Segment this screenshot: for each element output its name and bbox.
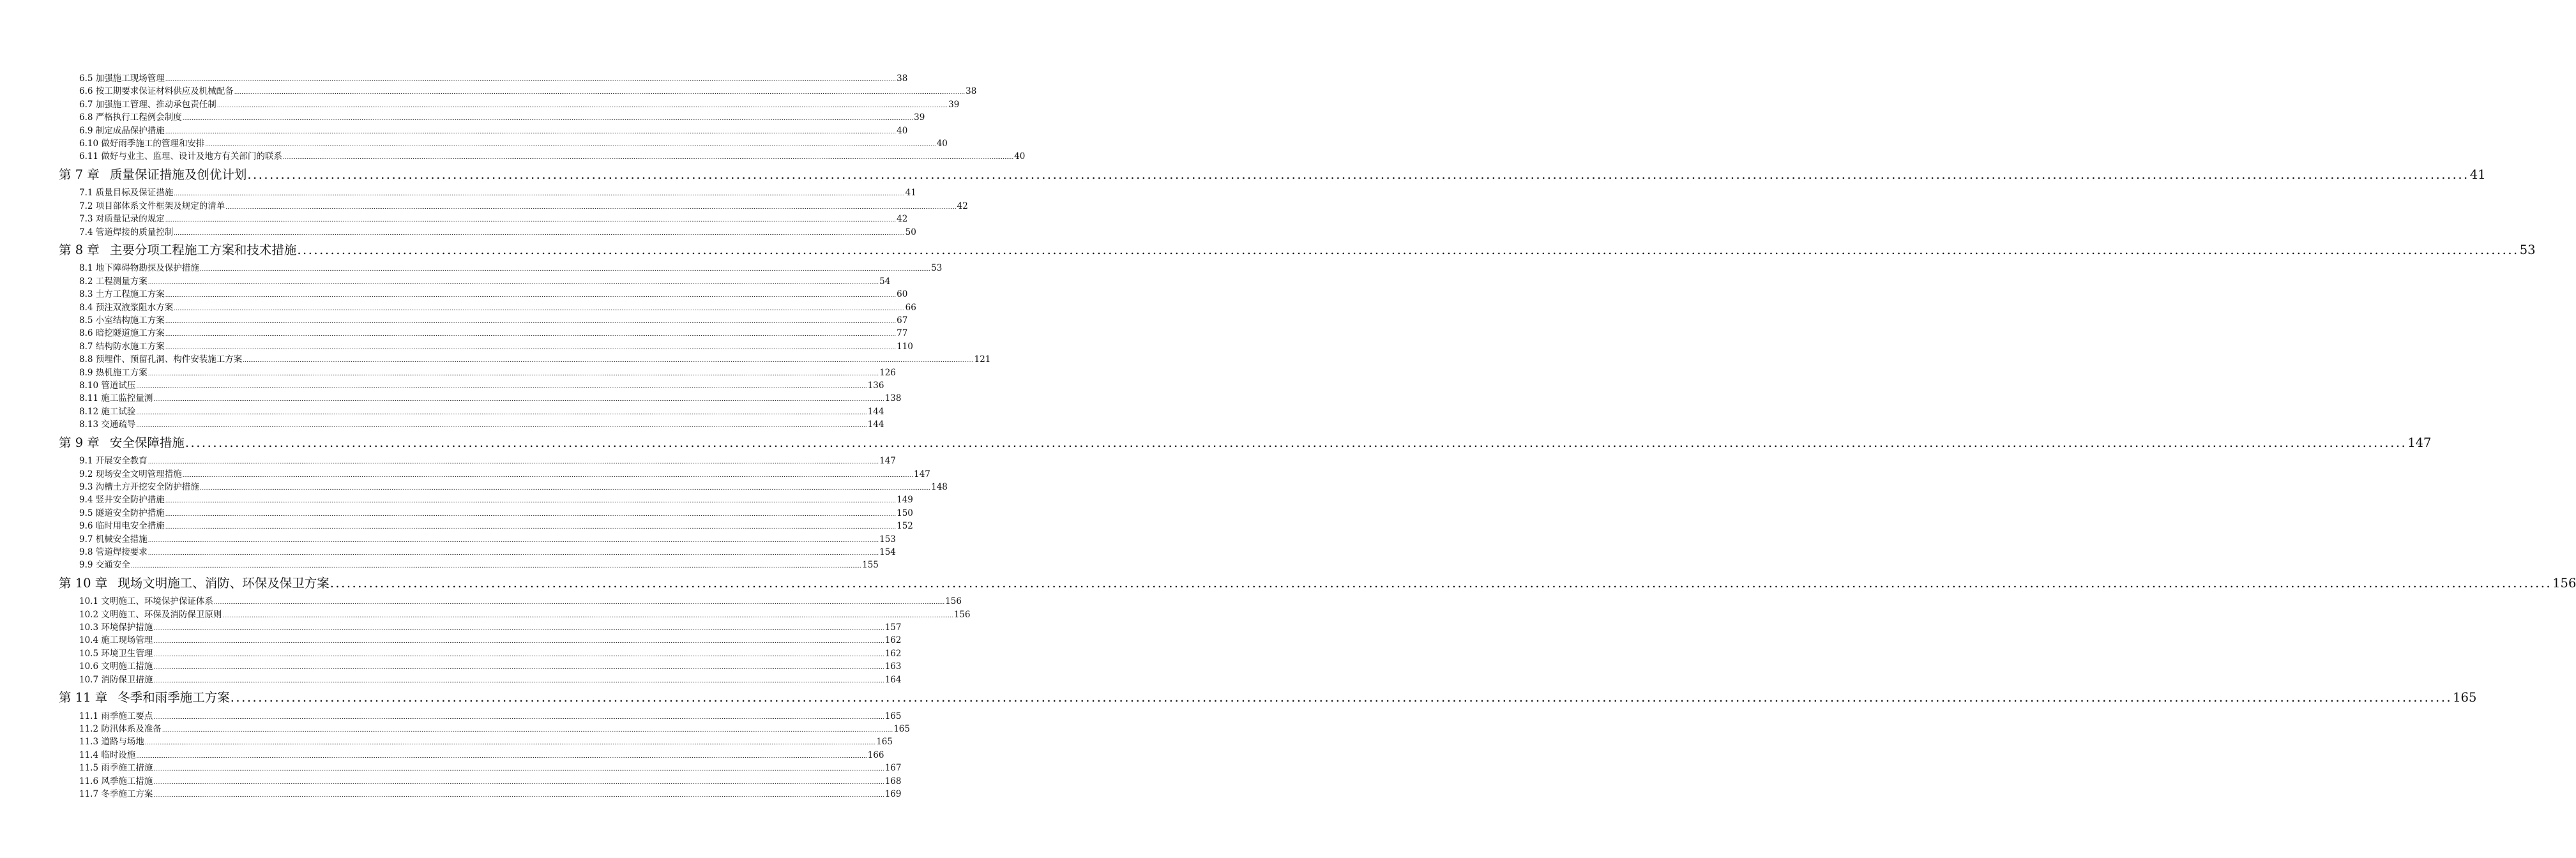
page-number: 38 [897,73,908,84]
dot-leader: ................................................................................................................................................................................................................................................................................................................................................................................................................ [165,128,897,135]
entry-title: 10.3 环境保护措施 [79,622,153,633]
entry-title: 8.13 交通疏导 [79,419,136,430]
entry-title: 8.4 预注双液浆阻水方案 [79,302,174,313]
entry-title: 6.5 加强施工现场管理 [79,73,165,84]
entry-title: 6.7 加强施工管理、推动承包责任制 [79,99,216,110]
page-number: 41 [2469,167,2486,182]
entry-title: 11.1 雨季施工要点 [79,711,153,721]
page-number: 164 [884,674,902,685]
entry-title: 9.4 竖井安全防护措施 [79,495,165,506]
entry-title: 8.8 预埋件、预留孔洞、构件安装施工方案 [79,354,243,365]
toc-section-entry[interactable] [59,150,1026,163]
page-number: 163 [884,661,902,672]
toc-section-entry[interactable] [59,520,913,532]
page-number: 54 [879,276,891,287]
entry-title: 6.9 制定成品保护措施 [79,125,165,136]
dot-leader: ................................................................................................................................................................................................................................................................................................................................................................................................................ [165,217,897,224]
entry-title: 9.8 管道焊接要求 [79,546,148,557]
page-number: 149 [897,495,913,506]
entry-title: 9.3 沟槽土方开挖安全防护措施 [79,481,199,492]
page-number: 144 [867,419,884,430]
page-number: 144 [867,406,884,417]
toc-section-entry[interactable] [59,226,916,239]
dot-leader: ................................................................................................................................................................................................................................................................................................................................................................................................................ [165,524,897,531]
entry-title: 主要分项工程施工方案和技术措施 [109,242,297,257]
page-number: 67 [897,315,908,326]
dot-leader: ................................................................................................................................................................................................................................................................................................................................................................................................................ [199,266,931,273]
dot-leader: ................................................................................................................................................................................................................................................................................................................................................................................................................ [136,753,867,760]
toc-section-entry[interactable] [59,533,896,546]
dot-leader: ................................................................................................................................................................................................................................................................................................................................................................................................................ [148,370,879,377]
toc-section-entry[interactable] [59,275,891,288]
entry-title: 安全保障措施 [109,435,185,450]
entry-title: 质量保证措施及创优计划 [109,167,247,182]
entry-title: 8.6 暗挖隧道施工方案 [79,328,165,339]
entry-title: 冬季和雨季施工方案 [117,690,230,705]
page-number: 168 [884,776,902,786]
dot-leader: ................................................................................................................................................................................................................................................................................................................................................................................................................ [136,423,867,430]
page-number: 165 [876,737,893,748]
dot-leader: ................................................................................................................................................................................................................................................................................................................................................................................................................ [153,638,884,645]
dot-leader: ................................................................................................................................................................................................................................................................................................................................................................................................................ [174,191,905,198]
dot-leader: ................................................................................................................................................................................................................................................................................................................................................................................................................ [165,331,897,338]
page-number: 42 [897,214,908,225]
entry-title: 8.5 小室结构施工方案 [79,315,165,326]
toc-section-entry[interactable] [59,137,948,150]
page-number: 136 [867,380,884,391]
dot-leader: ................................................................................................................................................................................................................................................................................................................................................................................................................ [130,563,862,570]
dot-leader: ................................................................................................................................................................................................................................................................................................................................................................................................................ [330,575,2552,591]
dot-leader: ................................................................................................................................................................................................................................................................................................................................................................................................................ [213,599,945,606]
toc-section-entry[interactable] [59,405,884,418]
entry-title: 6.8 严格执行工程例会制度 [79,112,182,123]
toc-section-entry[interactable] [59,200,968,213]
page-number: 156 [2552,575,2576,591]
toc-section-entry[interactable] [59,788,902,801]
dot-leader: ................................................................................................................................................................................................................................................................................................................................................................................................................ [148,459,879,466]
toc-section-entry[interactable] [59,660,902,673]
dot-leader: ................................................................................................................................................................................................................................................................................................................................................................................................................ [282,154,1014,162]
toc-section-entry[interactable] [59,262,943,275]
page-number: 121 [974,354,991,365]
page-number: 38 [966,86,977,97]
entry-title: 8.2 工程测量方案 [79,276,148,287]
page-number: 155 [862,560,879,571]
page-number: 153 [879,534,896,545]
page-number: 53 [931,263,943,274]
toc-section-entry[interactable] [59,314,908,327]
dot-leader: ................................................................................................................................................................................................................................................................................................................................................................................................................ [234,89,966,96]
dot-leader: ................................................................................................................................................................................................................................................................................................................................................................................................................ [136,384,867,390]
entry-title: 9.1 开展安全教育 [79,456,148,467]
toc-section-entry[interactable] [59,186,916,199]
page-number: 147 [914,469,930,479]
entry-title: 11.7 冬季施工方案 [79,788,153,799]
entry-title: 9.7 机械安全措施 [79,534,148,545]
page-number: 147 [879,456,896,467]
entry-title: 9.6 临时用电安全措施 [79,521,165,532]
page-number: 40 [936,138,948,149]
page-number: 152 [897,521,913,532]
toc-section-entry[interactable] [59,418,884,431]
dot-leader: ................................................................................................................................................................................................................................................................................................................................................................................................................ [153,651,884,658]
entry-title: 11.3 道路与场地 [79,737,144,748]
page-number: 126 [879,367,896,378]
page-number: 165 [884,711,902,721]
dot-leader: ................................................................................................................................................................................................................................................................................................................................................................................................................ [230,690,2453,705]
dot-leader: ................................................................................................................................................................................................................................................................................................................................................................................................................ [165,292,897,299]
toc-section-entry[interactable] [59,366,896,379]
page-number: 148 [931,481,948,492]
toc-section-entry[interactable] [59,647,902,660]
entry-title: 10.2 文明施工、环保及消防保卫原则 [79,609,222,620]
toc-section-entry[interactable] [59,455,896,467]
toc-section-entry[interactable] [59,72,908,85]
page-number: 154 [879,546,896,557]
toc-chapter-entry[interactable] [59,686,2477,710]
entry-title: 9.9 交通安全 [79,560,130,571]
dot-leader: ................................................................................................................................................................................................................................................................................................................................................................................................................ [165,77,897,83]
toc-chapter-entry[interactable] [59,163,2486,187]
entry-title: 6.6 按工期要求保证材料供应及机械配备 [79,86,234,97]
dot-leader: ................................................................................................................................................................................................................................................................................................................................................................................................................ [205,141,936,148]
dot-leader: ................................................................................................................................................................................................................................................................................................................................................................................................................ [162,726,893,734]
toc-section-entry[interactable] [59,392,902,405]
dot-leader: ................................................................................................................................................................................................................................................................................................................................................................................................................ [297,242,2519,257]
entry-title: 11.6 风季施工措施 [79,776,153,786]
toc-section-entry[interactable] [59,98,960,111]
toc-section-entry[interactable] [59,674,902,686]
entry-title: 8.3 土方工程施工方案 [79,289,165,300]
toc-section-entry[interactable] [59,710,902,723]
chapter-label: 第 8 章 [59,242,100,257]
toc-section-entry[interactable] [59,723,910,735]
page-number: 42 [957,200,968,211]
entry-title: 8.12 施工试验 [79,406,136,417]
chapter-label: 第 11 章 [59,690,108,705]
page-number: 40 [897,125,908,136]
dot-leader: ................................................................................................................................................................................................................................................................................................................................................................................................................ [243,358,974,365]
page-number: 156 [953,609,971,620]
page-number: 110 [897,341,913,352]
dot-leader: ................................................................................................................................................................................................................................................................................................................................................................................................................ [165,511,897,518]
toc-section-entry[interactable] [59,493,913,506]
entry-title: 9.2 现场安全文明管理措施 [79,469,182,479]
dot-leader: ................................................................................................................................................................................................................................................................................................................................................................................................................ [153,714,884,721]
chapter-label: 第 7 章 [59,167,100,182]
toc-chapter-entry[interactable] [59,239,2536,262]
toc-section-entry[interactable] [59,327,908,340]
dot-leader: ................................................................................................................................................................................................................................................................................................................................................................................................................ [222,612,953,619]
entry-title: 11.5 雨季施工措施 [79,763,153,774]
entry-title: 8.7 结构防水施工方案 [79,341,165,352]
dot-leader: ................................................................................................................................................................................................................................................................................................................................................................................................................ [153,665,884,672]
dot-leader: ................................................................................................................................................................................................................................................................................................................................................................................................................ [174,305,905,312]
dot-leader: ................................................................................................................................................................................................................................................................................................................................................................................................................ [182,472,914,479]
page-number: 60 [897,289,908,300]
toc-section-entry[interactable] [59,775,902,788]
toc-section-entry[interactable] [59,634,902,647]
toc-section-entry[interactable] [59,340,913,353]
entry-title: 8.11 施工监控量测 [79,393,153,404]
page-number: 50 [905,227,916,237]
toc-section-entry[interactable] [59,595,962,608]
dot-leader: ................................................................................................................................................................................................................................................................................................................................................................................................................ [148,279,879,286]
entry-title: 现场文明施工、消防、环保及保卫方案 [117,575,330,591]
toc-chapter-entry[interactable] [59,572,2576,596]
page-number: 166 [867,749,884,760]
dot-leader: ................................................................................................................................................................................................................................................................................................................................................................................................................ [185,435,2407,450]
toc-section-entry[interactable] [59,379,884,392]
page-number: 138 [884,393,902,404]
entry-title: 6.10 做好雨季施工的管理和安排 [79,138,205,149]
toc-section-entry[interactable] [59,481,948,493]
toc-section-entry[interactable] [59,213,908,225]
entry-title: 10.6 文明施工措施 [79,661,153,672]
page-number: 156 [945,596,962,607]
page-number: 157 [884,622,902,633]
page-number: 167 [884,763,902,774]
page-number: 41 [905,188,916,199]
dot-leader: ................................................................................................................................................................................................................................................................................................................................................................................................................ [144,740,876,747]
entry-title: 10.4 施工现场管理 [79,635,153,646]
page-number: 147 [2407,435,2432,450]
toc-section-entry[interactable] [59,111,925,124]
entry-title: 8.10 管道试压 [79,380,136,391]
entry-title: 10.7 消防保卫措施 [79,674,153,685]
page-number: 165 [893,723,910,734]
toc-section-entry[interactable] [59,124,908,137]
dot-leader: ................................................................................................................................................................................................................................................................................................................................................................................................................ [148,550,879,557]
toc-section-entry[interactable] [59,507,913,520]
entry-title: 7.2 项目部体系文件框架及规定的清单 [79,200,225,211]
page-number: 162 [884,648,902,659]
dot-leader: ................................................................................................................................................................................................................................................................................................................................................................................................................ [153,626,884,633]
toc-section-entry[interactable] [59,608,971,621]
dot-leader: ................................................................................................................................................................................................................................................................................................................................................................................................................ [247,167,2469,182]
dot-leader: ................................................................................................................................................................................................................................................................................................................................................................................................................ [165,319,897,326]
entry-title: 7.1 质量目标及保证措施 [79,188,174,199]
toc-section-entry[interactable] [59,546,896,559]
entry-title: 11.2 防汛体系及准备 [79,723,162,734]
toc-section-entry[interactable] [59,559,879,571]
dot-leader: ................................................................................................................................................................................................................................................................................................................................................................................................................ [153,766,884,773]
dot-leader: ................................................................................................................................................................................................................................................................................................................................................................................................................ [225,204,957,211]
page-number: 66 [905,302,916,313]
chapter-label: 第 9 章 [59,435,100,450]
toc-section-entry[interactable] [59,468,930,481]
toc-section-entry[interactable] [59,85,977,98]
entry-title: 10.5 环境卫生管理 [79,648,153,659]
page-number: 53 [2519,242,2536,257]
toc-section-entry[interactable] [59,353,991,366]
chapter-label: 第 10 章 [59,575,108,591]
dot-leader: ................................................................................................................................................................................................................................................................................................................................................................................................................ [136,409,867,416]
toc-section-entry[interactable] [59,735,893,748]
entry-title: 8.1 地下障碍物勘探及保护措施 [79,263,199,274]
page-number: 39 [948,99,960,110]
entry-title: 7.4 管道焊接的质量控制 [79,227,174,237]
toc-section-entry[interactable] [59,762,902,774]
dot-leader: ................................................................................................................................................................................................................................................................................................................................................................................................................ [165,498,897,505]
entry-title: 11.4 临时设施 [79,749,136,760]
dot-leader: ................................................................................................................................................................................................................................................................................................................................................................................................................ [174,230,905,237]
entry-title: 9.5 隧道安全防护措施 [79,508,165,518]
dot-leader: ................................................................................................................................................................................................................................................................................................................................................................................................................ [153,396,884,403]
page-number: 40 [1014,151,1026,162]
dot-leader: ................................................................................................................................................................................................................................................................................................................................................................................................................ [165,344,897,351]
toc-section-entry[interactable] [59,301,916,314]
toc-section-entry[interactable] [59,621,902,634]
dot-leader: ................................................................................................................................................................................................................................................................................................................................................................................................................ [153,677,884,684]
entry-title: 7.3 对质量记录的规定 [79,214,165,225]
page-number: 39 [914,112,925,123]
page-number: 162 [884,635,902,646]
entry-title: 6.11 做好与业主、监理、设计及地方有关部门的联系 [79,151,282,162]
page-number: 77 [897,328,908,339]
table-of-contents [59,72,2576,801]
toc-chapter-entry[interactable] [59,432,2432,455]
page-number: 169 [884,788,902,799]
dot-leader: ................................................................................................................................................................................................................................................................................................................................................................................................................ [148,537,879,544]
toc-section-entry[interactable] [59,288,908,301]
dot-leader: ................................................................................................................................................................................................................................................................................................................................................................................................................ [153,779,884,786]
toc-section-entry[interactable] [59,749,884,762]
dot-leader: ................................................................................................................................................................................................................................................................................................................................................................................................................ [182,116,914,123]
page-number: 165 [2453,690,2477,705]
page-number: 150 [897,508,913,518]
entry-title: 10.1 文明施工、环境保护保证体系 [79,596,213,607]
entry-title: 8.9 热机施工方案 [79,367,148,378]
dot-leader: ................................................................................................................................................................................................................................................................................................................................................................................................................ [199,485,931,492]
dot-leader: ................................................................................................................................................................................................................................................................................................................................................................................................................ [153,792,884,799]
dot-leader: ................................................................................................................................................................................................................................................................................................................................................................................................................ [216,102,948,109]
